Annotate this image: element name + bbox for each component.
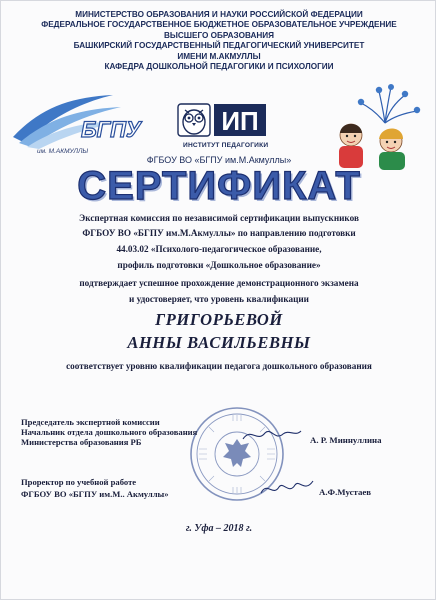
bgpu-logo-text: БГПУ	[81, 117, 141, 142]
prorector-title-line: ФГБОУ ВО «БГПУ им.М.. Акмуллы»	[21, 489, 169, 499]
body-line: Экспертная комиссия по независимой сертификации выпускников	[79, 213, 359, 223]
header-line: ИМЕНИ М.АКМУЛЛЫ	[177, 51, 261, 61]
chair-title-line: Председатель экспертной комиссии	[21, 417, 160, 427]
institute-pedagogy-logo	[177, 100, 267, 140]
chair-title-line: Министерства образования РБ	[21, 437, 142, 447]
certificate-title: СЕРТИФИКАТ	[77, 164, 361, 208]
chair-title-line: Начальник отдела дошкольного образования	[21, 427, 198, 437]
body-line: 44.03.02 «Психолого-педагогическое образование,	[116, 244, 322, 254]
chair-name: А. Р. Миннуллина	[310, 435, 382, 445]
bgpu-logo-subtitle: им. М.АКМУЛЛЫ	[37, 148, 89, 155]
header-line: ФЕДЕРАЛЬНОЕ ГОСУДАРСТВЕННОЕ БЮДЖЕТНОЕ ОБРАЗОВАТЕЛЬНОЕ УЧРЕЖДЕНИЕ	[41, 20, 397, 30]
body-line: соответствует уровню квалификации педагога дошкольного образования	[66, 361, 372, 371]
ministry-header	[21, 10, 417, 72]
header-line: КАФЕДРА ДОШКОЛЬНОЙ ПЕДАГОГИКИ И ПСИХОЛОГИИ	[104, 62, 334, 72]
body-line: и удостоверяет, что уровень квалификации	[129, 294, 309, 304]
bgpu-logo	[9, 89, 141, 151]
organization-short-name: ФГБОУ ВО «БГПУ им.М.Акмуллы»	[146, 155, 292, 165]
recipient-surname: ГРИГОРЬЕВОЙ	[155, 310, 283, 329]
ip-logo-caption: ИНСТИТУТ ПЕДАГОГИКИ	[183, 142, 269, 149]
body-line: профиль подготовки «Дошкольное образование»	[117, 260, 321, 270]
body-line: подтверждает успешное прохождение демонстрационного экзамена	[79, 278, 359, 288]
owl-icon	[178, 104, 210, 136]
header-line: МИНИСТЕРСТВО ОБРАЗОВАНИЯ И НАУКИ РОССИЙСКОЙ ФЕДЕРАЦИИ	[75, 10, 363, 19]
chair-signature	[241, 425, 303, 445]
city-year: г. Уфа – 2018 г.	[185, 523, 253, 534]
prorector-name: А.Ф.Мустаев	[319, 487, 372, 497]
prorector-title-line: Проректор по учебной работе	[21, 477, 137, 487]
recipient-given-names: АННЫ ВАСИЛЬЕВНЫ	[127, 333, 311, 352]
header-line: БАШКИРСКИЙ ГОСУДАРСТВЕННЫЙ ПЕДАГОГИЧЕСКИЙ УНИВЕРСИТЕТ	[73, 41, 365, 51]
prorector-signature	[259, 477, 315, 499]
ip-logo-text: ИП	[221, 106, 259, 136]
header-line: ВЫСШЕГО ОБРАЗОВАНИЯ	[163, 30, 275, 40]
body-line: ФГБОУ ВО «БГПУ им.М.Акмуллы» по направлению подготовки	[82, 228, 356, 238]
